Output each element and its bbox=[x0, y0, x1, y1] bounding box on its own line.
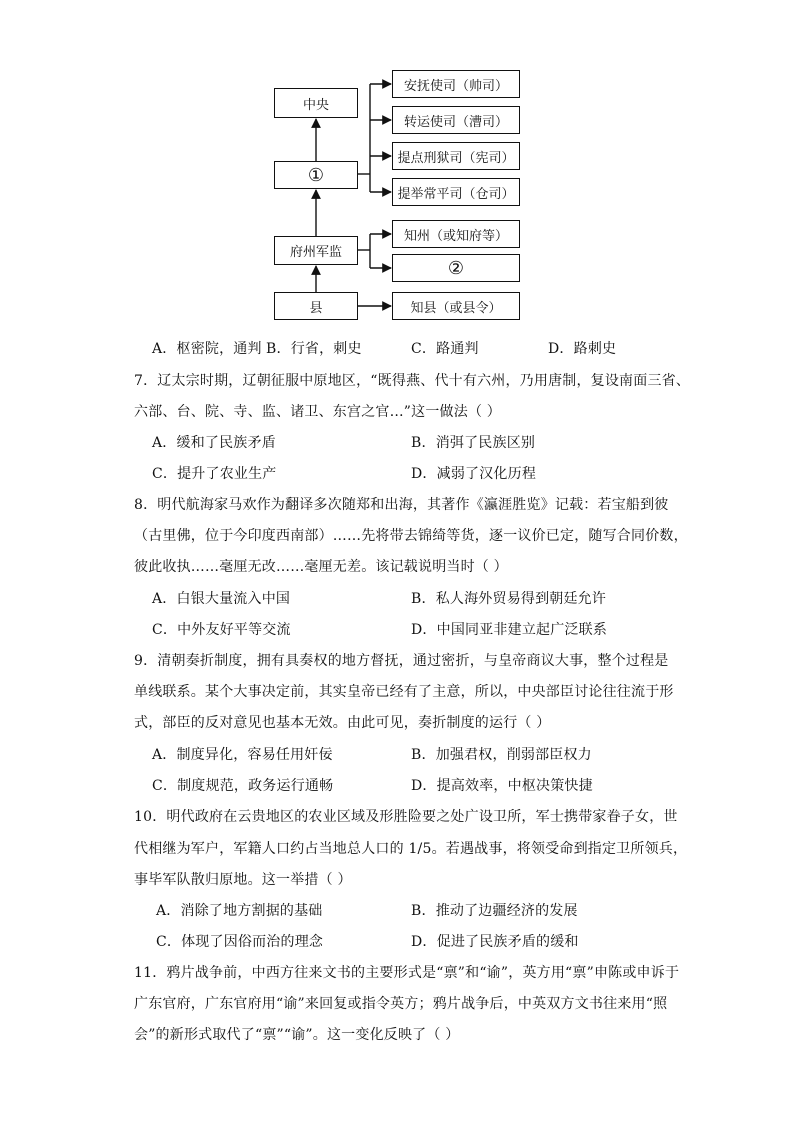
tiju-box: 提举常平司（仓司） bbox=[392, 178, 520, 206]
q7-option-a[interactable]: A．缓和了民族矛盾 bbox=[152, 435, 276, 451]
q11-stem-line-2: 广东官府，广东官府用“谕”来回复或指令英方；鸦片战争后，中英双方文书往来用“照 bbox=[134, 996, 668, 1012]
zhixian-box: 知县（或县令） bbox=[392, 292, 520, 320]
admin-structure-diagram bbox=[0, 0, 794, 330]
zhuanyun-box: 转运使司（漕司） bbox=[392, 106, 520, 134]
q9-option-c[interactable]: C．制度规范，政务运行通畅 bbox=[152, 778, 334, 794]
zhizhou-box: 知州（或知府等） bbox=[392, 220, 520, 248]
q11-stem-line-1: 11．鸦片战争前，中西方往来文书的主要形式是“禀”和“谕”，英方用“禀”申陈或申诉于 bbox=[134, 965, 680, 981]
center-box: 中央 bbox=[274, 88, 358, 118]
q9-stem-line-2: 单线联系。某个大事决定前，其实皇帝已经有了主意，所以，中央部臣讨论往往流于形 bbox=[134, 684, 674, 700]
q7-stem-line-1: 7．辽太宗时期，辽朝征服中原地区，“既得燕、代十有六州，乃用唐制，复设南面三省、 bbox=[134, 373, 691, 389]
q6-option-c[interactable]: C．路通判 bbox=[411, 341, 479, 357]
q9-stem-line-3: 式，部臣的反对意见也基本无效。由此可见，奏折制度的运行（ ） bbox=[134, 715, 551, 731]
q10-stem-line-3: 事毕军队散归原地。这一举措（ ） bbox=[134, 872, 352, 888]
q9-stem-line-1: 9．清朝奏折制度，拥有具奏权的地方督抚，通过密折，与皇帝商议大事，整个过程是 bbox=[134, 653, 669, 669]
q8-option-a[interactable]: A．白银大量流入中国 bbox=[152, 591, 291, 607]
prefecture-box: 府州军监 bbox=[274, 236, 358, 265]
q9-option-b[interactable]: B．加强君权，削弱部臣权力 bbox=[411, 747, 592, 763]
q6-option-d[interactable]: D．路刺史 bbox=[548, 341, 617, 357]
blank-2-box: ② bbox=[392, 254, 520, 282]
q6-option-b[interactable]: B．行省，刺史 bbox=[266, 341, 362, 357]
q8-option-d[interactable]: D．中国同亚非建立起广泛联系 bbox=[411, 622, 608, 638]
q8-option-c[interactable]: C．中外友好平等交流 bbox=[152, 622, 291, 638]
q9-option-d[interactable]: D．提高效率，中枢决策快捷 bbox=[411, 778, 593, 794]
q9-option-a[interactable]: A．制度异化，容易任用奸佞 bbox=[152, 747, 333, 763]
q10-option-b[interactable]: B．推动了边疆经济的发展 bbox=[411, 903, 578, 919]
q6-option-a[interactable]: A．枢密院，通判 bbox=[152, 341, 262, 357]
q8-option-b[interactable]: B．私人海外贸易得到朝廷允许 bbox=[411, 591, 607, 607]
q10-option-c[interactable]: C．体现了因俗而治的理念 bbox=[156, 934, 324, 950]
q8-stem-line-2: （古里佛，位于今印度西南部）……先将带去锦绮等货，逐一议价已定，随写合同价数， bbox=[134, 528, 688, 544]
q7-stem-line-2: 六部、台、院、寺、监、诸卫、东宫之官…”这一做法（ ） bbox=[134, 404, 502, 420]
q7-option-d[interactable]: D．减弱了汉化历程 bbox=[411, 466, 537, 482]
q11-stem-line-3: 会”的新形式取代了“禀”“谕”。这一变化反映了（ ） bbox=[134, 1027, 460, 1043]
q8-stem-line-1: 8．明代航海家马欢作为翻译多次随郑和出海，其著作《瀛涯胜览》记载：若宝船到彼 bbox=[134, 497, 669, 513]
q10-stem-line-1: 10．明代政府在云贵地区的农业区域及形胜险要之处广设卫所，军士携带家眷子女，世 bbox=[134, 809, 678, 825]
q7-option-c[interactable]: C．提升了农业生产 bbox=[152, 466, 277, 482]
q10-option-d[interactable]: D．促进了民族矛盾的缓和 bbox=[411, 934, 579, 950]
anfu-box: 安抚使司（帅司） bbox=[392, 70, 520, 98]
q10-option-a[interactable]: A．消除了地方割据的基础 bbox=[156, 903, 323, 919]
q7-option-b[interactable]: B．消弭了民族区别 bbox=[411, 435, 536, 451]
q8-stem-line-3: 彼此收执……毫厘无改……毫厘无差。该记载说明当时（ ） bbox=[134, 559, 508, 575]
tidian-box: 提点刑狱司（宪司） bbox=[392, 142, 520, 170]
county-box: 县 bbox=[274, 292, 358, 320]
blank-1-box: ① bbox=[274, 161, 358, 189]
q10-stem-line-2: 代相继为军户，军籍人口约占当地总人口的 1/5。若遇战事，将领受命到指定卫所领兵， bbox=[134, 841, 688, 857]
